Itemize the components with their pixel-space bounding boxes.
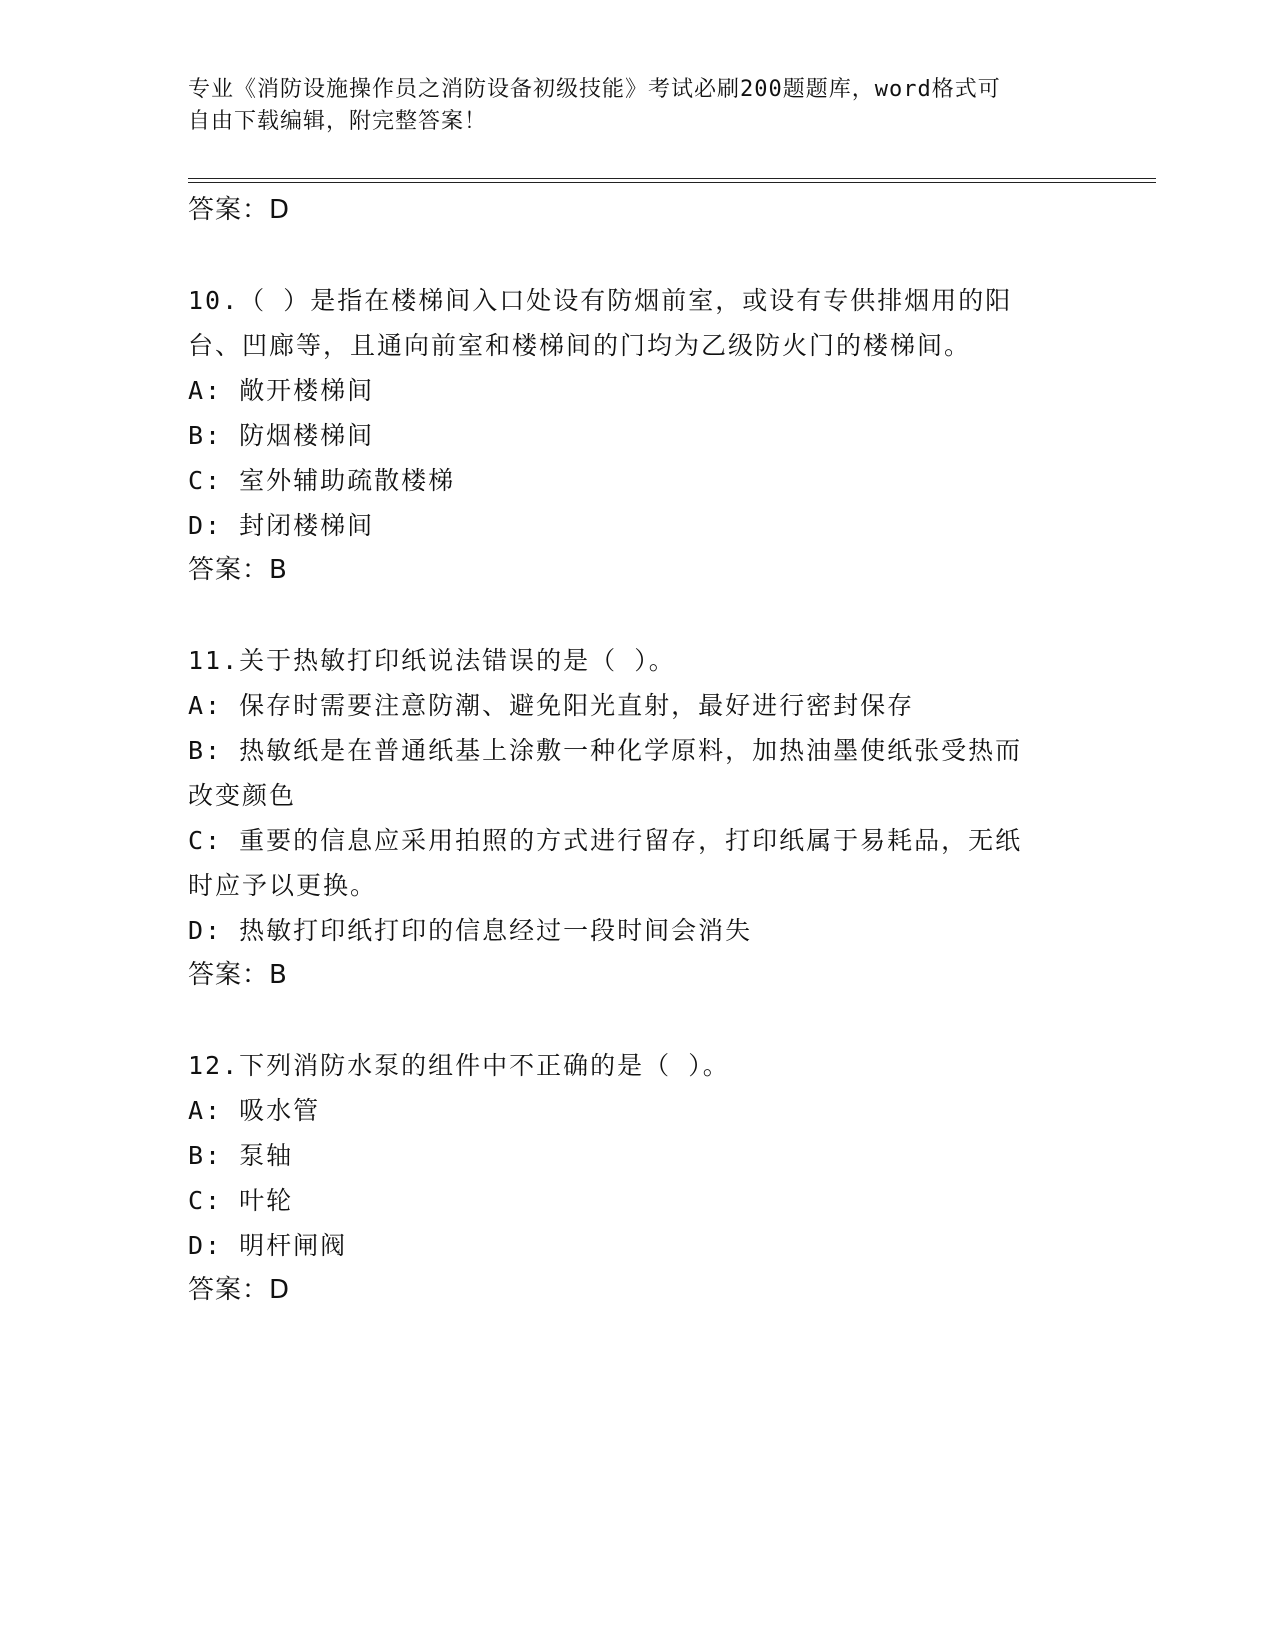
option-c: C: 室外辅助疏散楼梯 (188, 466, 456, 495)
header-line-2: 自由下载编辑，附完整答案！ (188, 109, 488, 134)
option-d: D: 封闭楼梯间 (188, 511, 375, 540)
option-c: C: 重要的信息应采用拍照的方式进行留存，打印纸属于易耗品，无纸 (188, 826, 1023, 855)
option-a: A: 敞开楼梯间 (188, 376, 375, 405)
question-list (188, 188, 1088, 1313)
option-d: D: 热敏打印纸打印的信息经过一段时间会消失 (188, 916, 753, 945)
option-c-continued: 时应予以更换。 (188, 871, 378, 900)
question-12 (188, 1043, 1088, 1313)
answer-line: 答案：D (188, 195, 291, 225)
question-10 (188, 278, 1088, 593)
question-stem: 12.下列消防水泵的组件中不正确的是（ ）。 (188, 1051, 730, 1080)
header-rule-bottom (188, 182, 1156, 183)
answer-line: 答案：B (188, 960, 288, 990)
option-a: A: 保存时需要注意防潮、避免阳光直射，最好进行密封保存 (188, 691, 915, 720)
option-b-continued: 改变颜色 (188, 781, 297, 810)
option-b: B: 泵轴 (188, 1141, 294, 1170)
answer-line: 答案：B (188, 555, 288, 585)
question-stem-continued: 台、凹廊等，且通向前室和楼梯间的门均为乙级防火门的楼梯间。 (188, 331, 972, 360)
spacer (188, 998, 1088, 1043)
spacer (188, 233, 1088, 278)
option-c: C: 叶轮 (188, 1186, 294, 1215)
spacer (188, 593, 1088, 638)
option-b: B: 防烟楼梯间 (188, 421, 375, 450)
question-stem: 10.（ ）是指在楼梯间入口处设有防烟前室，或设有专供排烟用的阳 (188, 286, 1013, 315)
page-header (188, 74, 1068, 138)
header-line-1: 专业《消防设施操作员之消防设备初级技能》考试必刷200题题库，word格式可 (188, 77, 1001, 102)
answer-line: 答案：D (188, 1275, 291, 1305)
question-stem: 11.关于热敏打印纸说法错误的是（ ）。 (188, 646, 676, 675)
header-rule-top (188, 178, 1156, 179)
option-b: B: 热敏纸是在普通纸基上涂敷一种化学原料，加热油墨使纸张受热而 (188, 736, 1023, 765)
option-d: D: 明杆闸阀 (188, 1231, 348, 1260)
question-11 (188, 638, 1088, 998)
option-a: A: 吸水管 (188, 1096, 321, 1125)
